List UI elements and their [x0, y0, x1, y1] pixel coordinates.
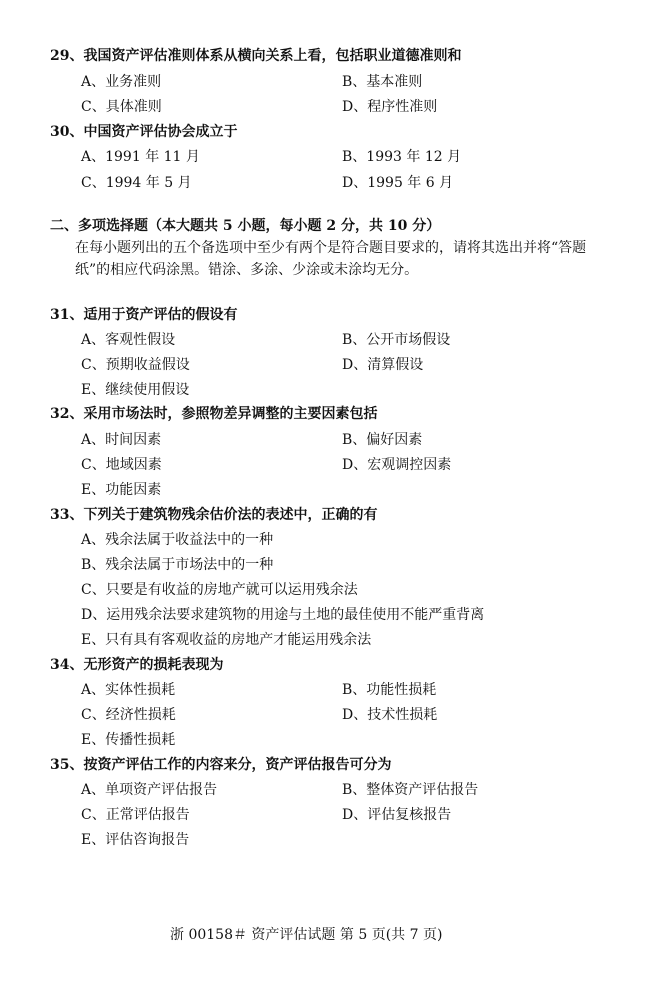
question-34-option-e: E、传播性损耗 — [81, 732, 176, 748]
question-33-option-c: C、只要是有收益的房地产就可以运用残余法 — [81, 582, 358, 598]
question-35-stem: 35、按资产评估工作的内容来分，资产评估报告可分为 — [50, 757, 392, 773]
question-33-option-e: E、只有具有客观收益的房地产才能运用残余法 — [81, 632, 372, 648]
question-34-option-b: B、功能性损耗 — [342, 682, 437, 698]
page-footer: 浙 00158＃ 资产评估试题 第 5 页(共 7 页) — [170, 927, 443, 943]
question-29-option-b: B、基本准则 — [342, 74, 423, 90]
question-30-option-a: A、1991 年 11 月 — [81, 149, 200, 165]
section-2-title: 二、多项选择题（本大题共 5 小题，每小题 2 分，共 10 分） — [50, 218, 441, 234]
question-35-option-b: B、整体资产评估报告 — [342, 782, 479, 798]
question-35-option-d: D、评估复核报告 — [342, 807, 452, 823]
question-31-option-c: C、预期收益假设 — [81, 357, 190, 373]
question-33-option-a: A、残余法属于收益法中的一种 — [81, 532, 274, 548]
question-32-option-d: D、宏观调控因素 — [342, 457, 452, 473]
question-30-option-b: B、1993 年 12 月 — [342, 149, 462, 165]
question-32-option-e: E、功能因素 — [81, 482, 162, 498]
question-35-option-c: C、正常评估报告 — [81, 807, 190, 823]
question-34-stem: 34、无形资产的损耗表现为 — [50, 657, 224, 673]
question-31-option-e: E、继续使用假设 — [81, 382, 190, 398]
question-29-option-d: D、程序性准则 — [342, 99, 438, 115]
section-2-instruction-line-1: 在每小题列出的五个备选项中至少有两个是符合题目要求的，请将其选出并将“答题 — [75, 240, 587, 256]
question-33-stem: 33、下列关于建筑物残余估价法的表述中，正确的有 — [50, 507, 378, 523]
question-35-option-a: A、单项资产评估报告 — [81, 782, 218, 798]
question-31-option-b: B、公开市场假设 — [342, 332, 451, 348]
question-31-option-d: D、清算假设 — [342, 357, 424, 373]
question-34-option-c: C、经济性损耗 — [81, 707, 176, 723]
question-32-option-a: A、时间因素 — [81, 432, 162, 448]
question-34-option-a: A、实体性损耗 — [81, 682, 176, 698]
section-2-instruction-line-2: 纸”的相应代码涂黑。错涂、多涂、少涂或未涂均无分。 — [75, 262, 419, 278]
question-34-option-d: D、技术性损耗 — [342, 707, 438, 723]
question-33-option-d: D、运用残余法要求建筑物的用途与土地的最佳使用不能严重背离 — [81, 607, 485, 623]
question-29-stem: 29、我国资产评估准则体系从横向关系上看，包括职业道德准则和 — [50, 48, 462, 64]
question-35-option-e: E、评估咨询报告 — [81, 832, 190, 848]
question-31-option-a: A、客观性假设 — [81, 332, 176, 348]
question-32-stem: 32、采用市场法时，参照物差异调整的主要因素包括 — [50, 406, 378, 422]
question-31-stem: 31、适用于资产评估的假设有 — [50, 307, 238, 323]
question-32-option-b: B、偏好因素 — [342, 432, 423, 448]
question-30-stem: 30、中国资产评估协会成立于 — [50, 124, 238, 140]
question-29-option-c: C、具体准则 — [81, 99, 162, 115]
question-33-option-b: B、残余法属于市场法中的一种 — [81, 557, 274, 573]
question-32-option-c: C、地域因素 — [81, 457, 162, 473]
question-30-option-c: C、1994 年 5 月 — [81, 175, 192, 191]
question-29-option-a: A、业务准则 — [81, 74, 162, 90]
question-30-option-d: D、1995 年 6 月 — [342, 175, 454, 191]
